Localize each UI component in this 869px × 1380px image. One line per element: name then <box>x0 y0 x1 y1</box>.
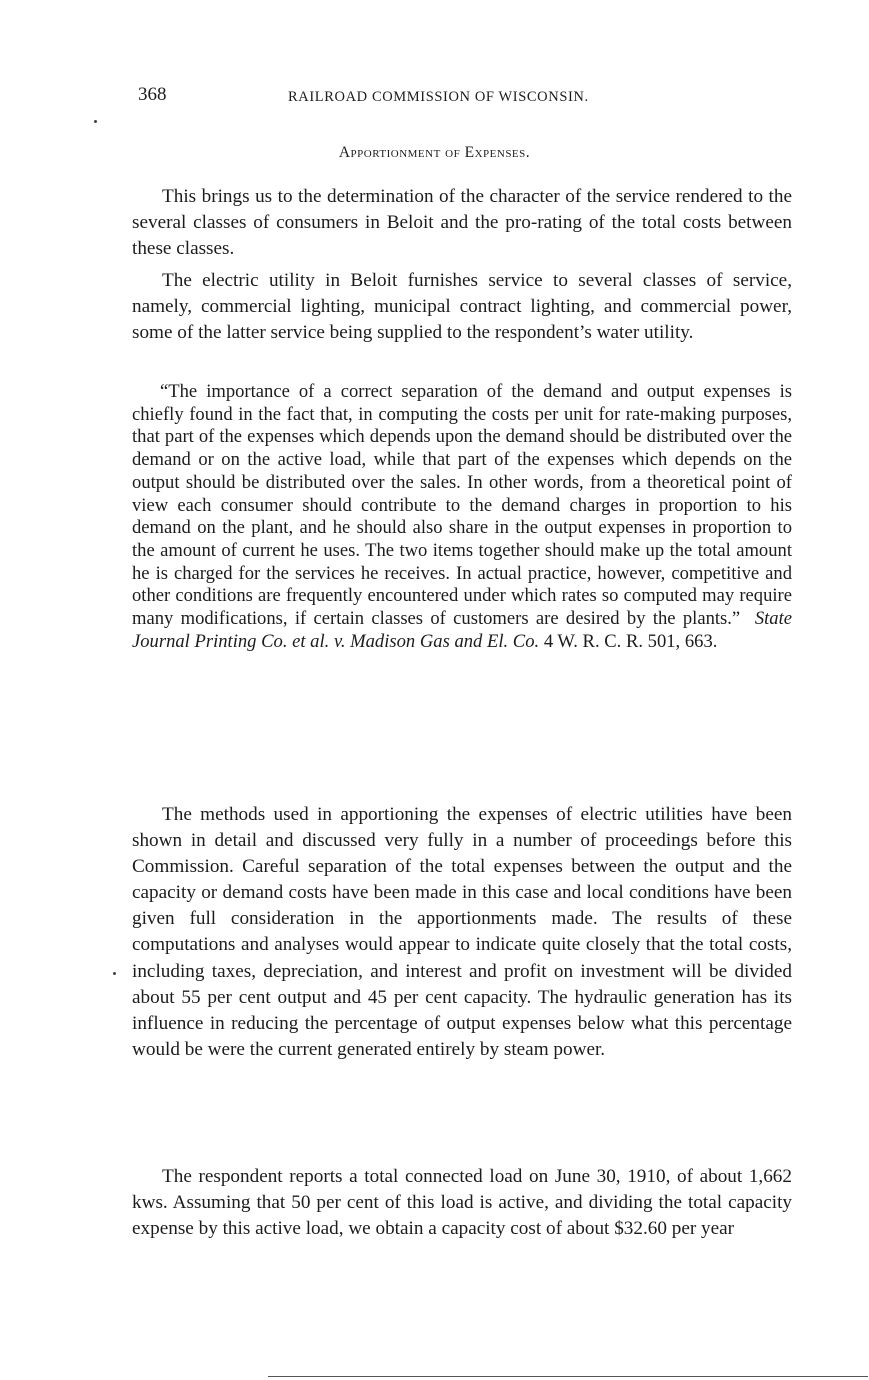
citation-case-name: State Journal Printing Co. et al. v. Madison Gas and El. Co. <box>132 608 792 652</box>
section-heading: Apportionment of Expenses. <box>338 144 531 161</box>
citation-reference: 4 W. R. C. R. 501, 663. <box>543 630 718 652</box>
paragraph-character-of-service: This brings us to the determination of the character of the service rendered to the several classes of consumers in Beloit and the pro-rating of the total costs between these classes. <box>132 186 792 260</box>
running-head <box>138 84 798 114</box>
paragraph-connected-load: The respondent reports a total connected load on June 30, 1910, of about 1,662 kws. Assuming that 50 per cent of this load is active, and dividing the total capacity expense by this active load, we obtain a capacity cost of about $32.60 per year <box>132 1166 792 1240</box>
paragraph-classes-of-service: The electric utility in Beloit furnishes service to several classes of service, namely, commercial lighting, municipal contract lighting, and commercial power, some of the latter service being supplied to the respondent’s water utility. <box>132 270 792 344</box>
scan-speck <box>113 972 116 975</box>
scan-speck <box>94 120 97 123</box>
running-title: RAILROAD COMMISSION OF WISCONSIN. <box>288 89 589 105</box>
paragraph-apportioning-methods: The methods used in apportioning the expenses of electric utilities have been shown in detail and discussed very fully in a number of proceedings before this Commission. Careful separation of the total expenses between the output and the capacity or demand costs have been made in this case and local conditions have been given full consideration in the apportionments made. The results of these computations and analyses would appear to indicate quite closely that the total costs, including taxes, depreciation, and interest and profit on investment will be divided about 55 per cent output and 45 per cent capacity. The hydraulic generation has its influence in reducing the percentage of output expenses below what this percentage would be were the current generated entirely by steam power. <box>132 804 792 1060</box>
page-number: 368 <box>138 84 167 105</box>
quotation-text: “The importance of a correct separation of the demand and output expenses is chiefly found in the fact that, in computing the costs per unit for rate-making purposes, that part of the expenses which depends upon the demand should be distributed over the demand or on the active load, while that part of the expenses which depends on the output should be distributed over the sales. In other words, from a theoretical point of view each consumer should contribute to the demand charges in proportion to his demand on the plant, and he should also share in the output expenses in proportion to the amount of current he uses. The two items together should make up the total amount he is charged for the services he receives. In actual practice, however, competitive and other conditions are frequently encountered under which rates so computed may require many modifications, if certain classes of customers are desired by the plants.” <box>132 381 792 630</box>
bottom-rule <box>268 1376 868 1377</box>
block-quotation <box>132 381 792 653</box>
